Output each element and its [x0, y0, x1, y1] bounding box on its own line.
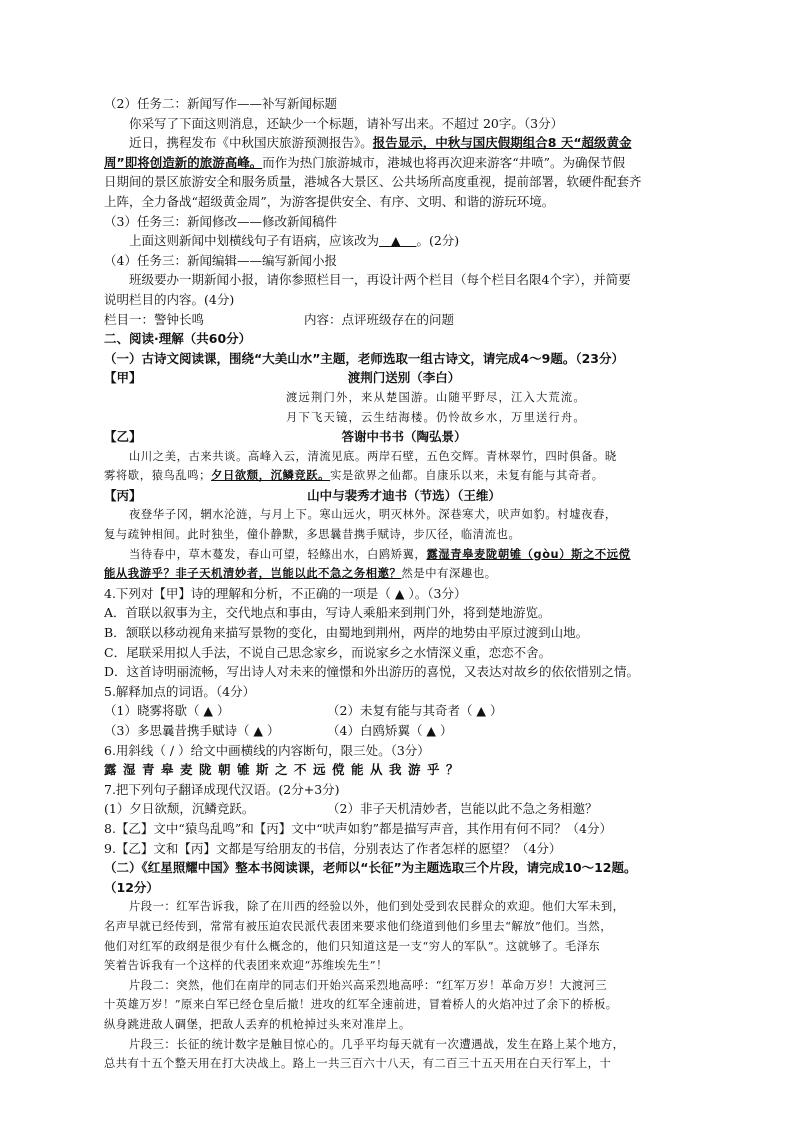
fragment1-line-3: 他们对红军的政纲是很少有什么概念的，他们只知道这是一支“穷人的军队”。这就够了。毛泽东: [104, 939, 601, 953]
q8: 8.【乙】文中“猿鸟乱鸣”和【丙】文中“吠声如豹”都是描写声音，其作用有何不同？（4分）: [104, 820, 612, 836]
news-line-3: 日期间的景区旅游安全和服务质量，港城各大景区、公共场所高度重视，提前部署，软硬件配套齐: [104, 174, 642, 190]
news-underlined-sentence: 报告显示，中秋与国庆假期组合8 天“超级黄金: [372, 135, 632, 151]
column-example: 栏目一：警钟长鸣 内容：点评班级存在的问题: [104, 311, 455, 327]
poem-jia-line-2: 月下飞天镜，云生结海楼。仍怜故乡水，万里送行舟。: [286, 410, 586, 424]
text-bing-line-3: 当待春中，草木蔓发，春山可望，轻鲦出水，白鸥矫翼，露湿青皋麦陇朝雊（gòu）斯之不远傥: [129, 547, 631, 561]
text-yi-title-row: 【乙】 答谢中书书（陶弘景）: [104, 429, 467, 445]
news-line-2: 周”即将创造新的旅游高峰。而作为热门旅游城市，港城也将再次迎来游客“井喷”。为确保节假: [104, 154, 626, 170]
task2-intro: 你采写了下面这则消息，还缺少一个标题，请补写出来。不超过 20字。（3分）: [129, 115, 564, 131]
fragment2-line-2: 十英雄万岁！”原来白军已经仓皇后撤！进攻的红军全速前进，冒着桥人的火焰冲过了余下的桥板。: [104, 998, 618, 1012]
fragment3-line-1: 片段三：长征的统计数字是触目惊心的。几乎平均每天就有一次遭遇战，发生在路上某个地方，: [129, 1037, 625, 1051]
task3-heading: （3）任务三：新闻修改——修改新闻稿件: [104, 213, 337, 229]
q6-text: 露湿青皋麦陇朝雊斯之不远傥能从我游乎？: [104, 762, 466, 778]
task2-heading: （2）任务二：新闻写作——补写新闻标题: [104, 96, 337, 111]
q4-stem: 4.下列对【甲】诗的理解和分析，不正确的一项是（ ▲ ）。（3分）: [104, 585, 467, 601]
news-line-1: 近日，携程发布《中秋国庆旅游预测报告》。报告显示，中秋与国庆假期组合8 天“超级黄金: [129, 135, 632, 151]
q6-stem: 6.用斜线（ / ）给文中画横线的内容断句，限三处。（3分）: [104, 742, 430, 758]
section2-sub1: （一）古诗文阅读课，围绕“大美山水”主题，老师选取一组古诗文，请完成4～9题。（23分）: [104, 350, 624, 366]
q5-row-2: （3）多思曩昔携手赋诗（ ▲ ） （4）白鸥矫翼（ ▲ ）: [104, 723, 453, 738]
text-bing-line-4: 能从我游乎？非子天机清妙者，岂能以此不急之务相邀？然是中有深趣也。: [104, 567, 497, 581]
q7-items: (1）夕日欲颓，沉鳞竞跃。 （2）非子天机清妙者，岂能以此不急之务相邀？: [104, 801, 598, 817]
task4-line-1: 班级要办一期新闻小报，请你参照栏目一，再设计两个栏目（每个栏目名限4个字），并简要: [129, 272, 631, 288]
fragment3-line-2: 总共有十五个整天用在打大决战上。路上一共三百六十八天，有二百三十五天用在白天行军上，十: [104, 1057, 612, 1071]
text-bing-title-row: 【丙】 山中与裴秀才迪书（节选）（王维）: [104, 487, 501, 503]
exam-page: [104, 94, 704, 1074]
fragment2-line-3: 纵身跳进敌人碉堡，把敌人丢弃的机枪掉过头来对准岸上。: [104, 1017, 411, 1031]
task3-question: 上面这则新闻中划横线句子有语病，应该改为 ▲ 。(2分): [129, 233, 460, 249]
q5-row-1: （1）晓雾将歇（ ▲ ） （2）未复有能与其奇者（ ▲ ）: [104, 703, 503, 719]
text-yi-line-2: 雾将歇，猿鸟乱鸣；夕日欲颓，沉鳞竞跃。实是欲界之仙都。自康乐以来，未复有能与其奇者。: [104, 469, 604, 483]
section2-heading: 二、阅读·理解（共60分）: [104, 331, 252, 347]
task4-heading: （4）任务三：新闻编辑——编写新闻小报: [104, 252, 337, 268]
poem-jia-title-row: 【甲】 渡荆门送别（李白）: [104, 370, 461, 386]
fragment1-line-2: 名声早就已经传到，常常有被压迫农民派代表团来要求他们绕道到他们乡里去“解放”他们。当然，: [104, 919, 613, 933]
poem-jia-line-1: 渡远荆门外，来从楚国游。山随平野尽，江入大荒流。: [286, 390, 586, 404]
q4-option-c: C．尾联采用拟人手法，不说自己思念家乡，而说家乡之水情深义重，恋恋不舍。: [104, 644, 552, 660]
q4-option-b: B．颔联以移动视角来描写景物的变化，由蜀地到荆州，两岸的地势由平原过渡到山地。: [104, 625, 589, 641]
fragment2-line-1: 片段二：突然，他们在南岸的同志们开始兴高采烈地高呼：“红军万岁！革命万岁！大渡河三: [129, 978, 608, 992]
text-bing-line-1: 夜登华子冈，辋水沦涟，与月上下。寒山远火，明灭林外。深巷寒犬，吠声如豹。村墟夜舂，: [129, 508, 617, 522]
task4-line-2: 说明栏目的内容。(4分): [104, 291, 235, 307]
text-bing-line-2: 复与疏钟相间。此时独坐，僮仆静默，多思曩昔携手赋诗，步仄径，临清流也。: [104, 528, 521, 542]
q4-option-a: A．首联以叙事为主，交代地点和事由，写诗人乘船来到荆门外，将到楚地游览。: [104, 605, 551, 621]
text-yi-line-1: 山川之美，古来共谈。高峰入云，清流见底。两岸石壁，五色交辉。青林翠竹，四时俱备。晓: [129, 449, 617, 463]
section2-sub2-line-2: （12分）: [104, 879, 159, 895]
q9: 9.【乙】文和【丙】文都是写给朋友的书信，分别表达了作者怎样的愿望？（4分）: [104, 840, 562, 856]
answer-blank[interactable]: ▲: [390, 233, 401, 249]
q4-option-d: D．这首诗明丽流畅，写出诗人对未来的憧憬和外出游历的喜悦，又表达对故乡的依依惜别之情。: [104, 664, 640, 680]
fragment1-line-1: 片段一：红军告诉我，除了在川西的经验以外，他们到处受到农民群众的欢迎。他们大军未到，: [129, 900, 625, 914]
q7-stem: 7.把下列句子翻译成现代汉语。(2分+3分): [104, 781, 340, 797]
q5-stem: 5.解释加点的词语。（4分）: [104, 683, 256, 699]
section2-sub2-line-1: （二）《红星照耀中国》整本书阅读课，老师以“长征”为主题选取三个片段，请完成10～12题。: [104, 860, 637, 876]
fragment1-line-4: 笑着告诉我有一个这样的代表团来欢迎“苏维埃先生”！: [104, 959, 388, 973]
news-line-4: 上阵，全力备战“超级黄金周”，为游客提供安全、有序、文明、和谐的游玩环境。: [104, 193, 555, 209]
